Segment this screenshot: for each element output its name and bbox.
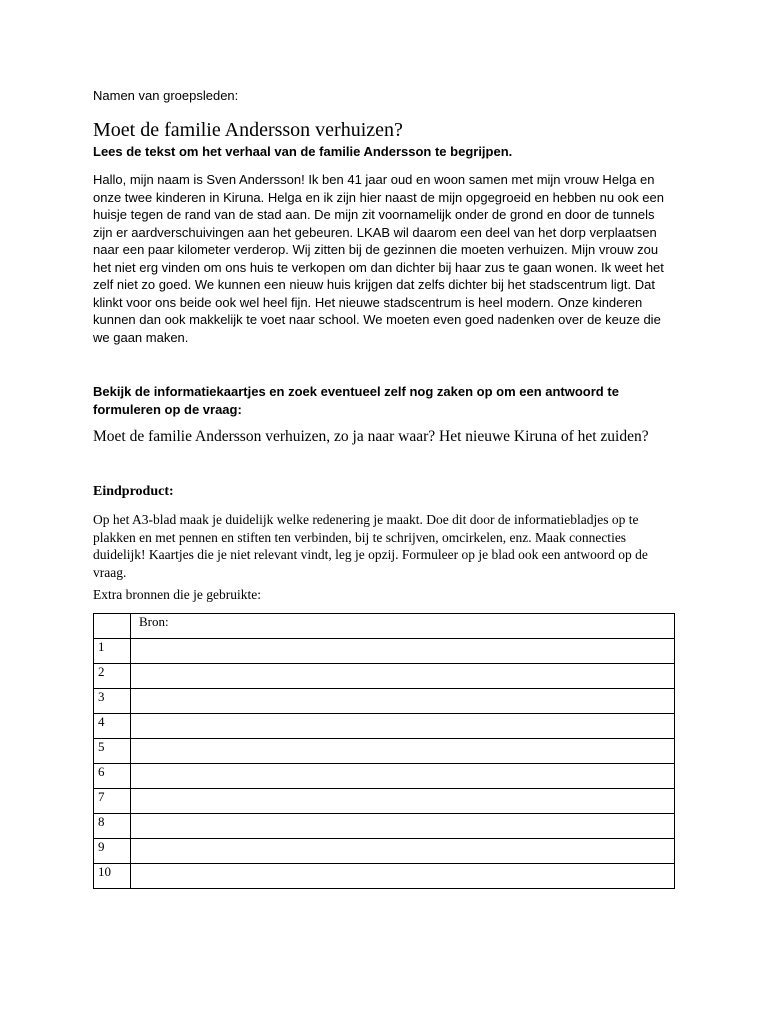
- source-cell[interactable]: [131, 814, 675, 839]
- group-names-label: Namen van groepsleden:: [93, 88, 239, 103]
- row-number: 4: [94, 714, 131, 739]
- row-number: 8: [94, 814, 131, 839]
- sources-table: [93, 613, 675, 889]
- row-number: 10: [94, 864, 131, 889]
- row-number: 9: [94, 839, 131, 864]
- table-header-row: [94, 614, 675, 639]
- source-cell[interactable]: [131, 664, 675, 689]
- row-number: 2: [94, 664, 131, 689]
- table-row: [94, 789, 675, 814]
- end-product-paragraph: Op het A3-blad maak je duidelijk welke redenering je maakt. Doe dit door de informatiebladjes op te plakken en met pennen en stiften ten verbinden, bij te schrijven, omcirkelen, enz. Maak connecties duidelijk! Kaartjes die je niet relevant vindt, leg je opzij. Formuleer op je blad ook een antwoord op de vraag.: [93, 512, 648, 580]
- research-question: Moet de familie Andersson verhuizen, zo ja naar waar? Het nieuwe Kiruna of het zuiden?: [93, 428, 649, 445]
- extra-sources-label: Extra bronnen die je gebruikte:: [93, 587, 261, 602]
- table-row: [94, 864, 675, 889]
- row-number: 5: [94, 739, 131, 764]
- row-number: 1: [94, 639, 131, 664]
- document-title: Moet de familie Andersson verhuizen?: [93, 119, 403, 141]
- table-row: [94, 639, 675, 664]
- instruction-paragraph: Bekijk de informatiekaartjes en zoek eventueel zelf nog zaken op om een antwoord te formuleren op de vraag:: [93, 384, 619, 417]
- table-row: [94, 839, 675, 864]
- document-subtitle: Lees de tekst om het verhaal van de familie Andersson te begrijpen.: [93, 144, 513, 159]
- source-cell[interactable]: [131, 714, 675, 739]
- table-row: [94, 739, 675, 764]
- source-cell[interactable]: [131, 839, 675, 864]
- row-number: 7: [94, 789, 131, 814]
- header-number-cell: [94, 614, 131, 639]
- source-cell[interactable]: [131, 689, 675, 714]
- row-number: 6: [94, 764, 131, 789]
- source-cell[interactable]: [131, 789, 675, 814]
- table-row: [94, 814, 675, 839]
- table-row: [94, 689, 675, 714]
- end-product-heading: Eindproduct:: [93, 484, 174, 499]
- table-row: [94, 714, 675, 739]
- table-row: [94, 764, 675, 789]
- source-cell[interactable]: [131, 639, 675, 664]
- header-source-cell: Bron:: [131, 614, 675, 639]
- row-number: 3: [94, 689, 131, 714]
- story-paragraph: Hallo, mijn naam is Sven Andersson! Ik ben 41 jaar oud en woon samen met mijn vrouw Helga en onze twee kinderen in Kiruna. Helga en ik zijn hier naast de mijn opgegroeid en hebben nu ook een huisje tegen de rand van de stad aan. De mijn zit voornamelijk onder de grond en door de tunnels zijn er aardverschuivingen aan het gebeuren. LKAB wil daarom een deel van het dorp verplaatsen naar een paar kilometer verderop. Wij zitten bij de gezinnen die moeten verhuizen. Mijn vrouw zou het niet erg vinden om ons huis te verkopen om dan dichter bij haar zus te gaan wonen. Ik weet het zelf niet zo goed. We kunnen een nieuw huis krijgen dat zelfs dichter bij het stadscentrum ligt. Dat klinkt voor ons beide ook wel heel fijn. Het nieuwe stadscentrum is heel modern. Onze kinderen kunnen dan ook makkelijk te voet naar school. We moeten even goed nadenken over de keuze die we gaan maken.: [93, 172, 664, 345]
- source-cell[interactable]: [131, 764, 675, 789]
- source-cell[interactable]: [131, 864, 675, 889]
- source-cell[interactable]: [131, 739, 675, 764]
- table-row: [94, 664, 675, 689]
